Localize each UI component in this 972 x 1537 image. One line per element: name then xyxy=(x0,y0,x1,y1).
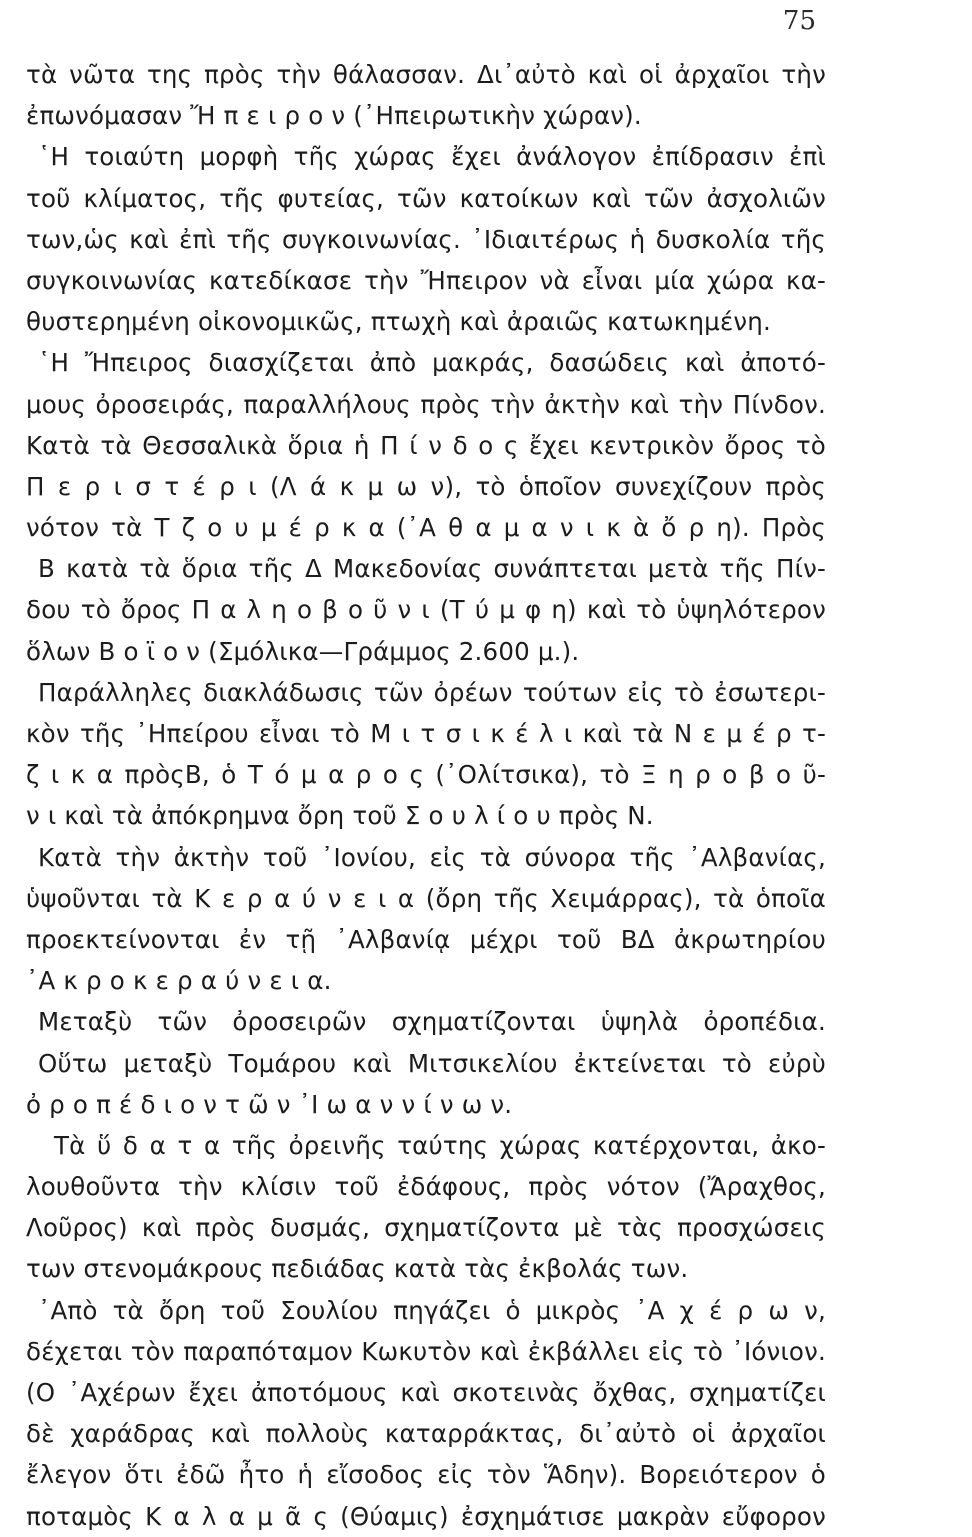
text-line: (Ο ᾽Αχέρων ἔχει ἀποτόμους καὶ σκοτεινὰς ὄχθας, σχηματίζει xyxy=(26,1378,826,1407)
text-line: Β κατὰ τὰ ὅρια τῆς Δ Μακεδονίας συνάπτεται μετὰ τῆς Πίν- xyxy=(38,554,826,584)
paragraph-start-line: ῾Η τοιαύτη μορφὴ τῆς χώρας ἔχει ἀνάλογον ἐπίδρασιν ἐπὶ xyxy=(38,142,826,172)
text-line: ὀ ρ ο π έ δ ι ο ν τ ῶ ν ᾽Ι ω α ν ν ί ν ω ν. xyxy=(26,1089,513,1119)
text-line: τὰ νῶτα της πρὸς τὴν θάλασσαν. Δι᾽αὐτὸ καὶ οἱ ἀρχαῖοι τὴν xyxy=(26,60,826,89)
text-line: τοῦ κλίματος, τῆς φυτείας, τῶν κατοίκων καὶ τῶν ἀσχολιῶν xyxy=(26,183,826,213)
text-line: δὲ χαράδρας καὶ πολλοὺς καταρράκτας, δι᾽αὐτὸ οἱ ἀρχαῖοι xyxy=(26,1419,826,1449)
text-line: ᾽Α κ ρ ο κ ε ρ α ύ ν ε ι α. xyxy=(26,966,332,996)
paragraph-start-line: Τὰ ὕ δ α τ α τῆς ὀρεινῆς ταύτης χώρας κατέρχονται, ἀκο- xyxy=(54,1130,826,1160)
text-line: νότον τὰ Τ ζ ο υ μ έ ρ κ α (᾽Α θ α μ α ν ι κ ὰ ὄ ρ η). Πρὸς xyxy=(26,513,826,543)
text-line: ὑψοῦνται τὰ Κ ε ρ α ύ ν ε ι α (ὄρη τῆς Χειμάρρας), τὰ ὁποῖα xyxy=(26,883,826,913)
text-line: ἐπωνόμασαν Ἤ π ε ι ρ ο ν (᾽Ηπειρωτικὴν χώραν). xyxy=(26,101,642,131)
text-line: λουθοῦντα τὴν κλίσιν τοῦ ἐδάφους, πρὸς νότον (Ἄραχθος, xyxy=(26,1172,826,1202)
paragraph-start-line: ᾽Απὸ τὰ ὄρη τοῦ Σουλίου πηγάζει ὁ μικρὸς ᾽Α χ έ ρ ω ν, xyxy=(38,1295,826,1325)
text-line: ποταμὸς Κ α λ α μ ᾶ ς (Θύαμις) ἐσχημάτισε μακρὰν εὔφορον xyxy=(26,1501,826,1531)
text-line: θυστερημένη οἰκονομικῶς, πτωχὴ καὶ ἀραιῶς κατωκημένη. xyxy=(26,307,772,337)
text-line: ὅλων Β ο ϊ ο ν (Σμόλικα—Γράμμος 2.600 μ.). xyxy=(26,636,580,666)
text-line: κὸν τῆς ᾽Ηπείρου εἶναι τὸ Μ ι τ σ ι κ έ λ ι καὶ τὰ Ν ε μ έ ρ τ- xyxy=(26,719,826,748)
text-line: ν ι καὶ τὰ ἀπόκρημνα ὄρη τοῦ Σ ο υ λ ί ο υ πρὸς Ν. xyxy=(26,801,654,831)
text-line: δέχεται τὸν παραπόταμον Κωκυτὸν καὶ ἐκβάλλει εἰς τὸ ᾽Ιόνιον. xyxy=(26,1336,826,1366)
text-line: Κατὰ τὰ Θεσσαλικὰ ὅρια ἡ Π ί ν δ ο ς ἔχει κεντρικὸν ὄρος τὸ xyxy=(26,430,826,460)
paragraph-start-line: Μεταξὺ τῶν ὀροσειρῶν σχηματίζονται ὑψηλὰ ὀροπέδια. xyxy=(38,1007,826,1037)
text-line: συγκοινωνίας κατεδίκασε τὴν Ἤπειρον νὰ εἶναι μία χώρα κα- xyxy=(26,265,826,295)
paragraph-start-line: ῾Η Ἤπειρος διασχίζεται ἀπὸ μακράς, δασώδεις καὶ ἀποτό- xyxy=(38,348,826,378)
page-number: 75 xyxy=(782,6,816,36)
text-line: των στενομάκρους πεδιάδας κατὰ τὰς ἐκβολάς των. xyxy=(26,1254,689,1284)
text-line: ζ ι κ α πρὸςΒ, ὁ Τ ό μ α ρ ο ς (᾽Ολίτσικα), τὸ Ξ η ρ ο β ο ῦ- xyxy=(26,760,826,790)
body-text xyxy=(26,54,826,1537)
text-line: μους ὀροσειράς, παραλλήλους πρὸς τὴν ἀκτὴν καὶ τὴν Πίνδον. xyxy=(26,389,826,419)
text-line: ἔλεγον ὅτι ἐδῶ ἦτο ἡ εἴσοδος εἰς τὸν Ἅδην). Βορειότερον ὁ xyxy=(26,1460,826,1490)
paragraph-start-line: Παράλληλες διακλάδωσις τῶν ὀρέων τούτων εἰς τὸ ἐσωτερι- xyxy=(38,677,826,707)
text-line: προεκτείνονται ἐν τῇ ᾽Αλβανίᾳ μέχρι τοῦ ΒΔ ἀκρωτηρίου xyxy=(26,924,826,954)
text-line: Π ε ρ ι σ τ έ ρ ι (Λ ά κ μ ω ν), τὸ ὁποῖον συνεχίζουν πρὸς xyxy=(26,471,826,501)
text-line: των,ὡς καὶ ἐπὶ τῆς συγκοινωνίας. ᾽Ιδιαιτέρως ἡ δυσκολία τῆς xyxy=(26,224,826,254)
text-line: Οὕτω μεταξὺ Τομάρου καὶ Μιτσικελίου ἐκτείνεται τὸ εὐρὺ xyxy=(38,1048,826,1078)
text-line: Λοῦρος) καὶ πρὸς δυσμάς, σχηματίζοντα μὲ τὰς προσχώσεις xyxy=(26,1213,826,1243)
paragraph-start-line: Κατὰ τὴν ἀκτὴν τοῦ ᾽Ιονίου, εἰς τὰ σύνορα τῆς ᾽Αλβανίας, xyxy=(38,842,826,872)
text-line: δου τὸ ὄρος Π α λ η ο β ο ῦ ν ι (Τ ύ μ φ η) καὶ τὸ ὑψηλότερον xyxy=(26,595,826,625)
